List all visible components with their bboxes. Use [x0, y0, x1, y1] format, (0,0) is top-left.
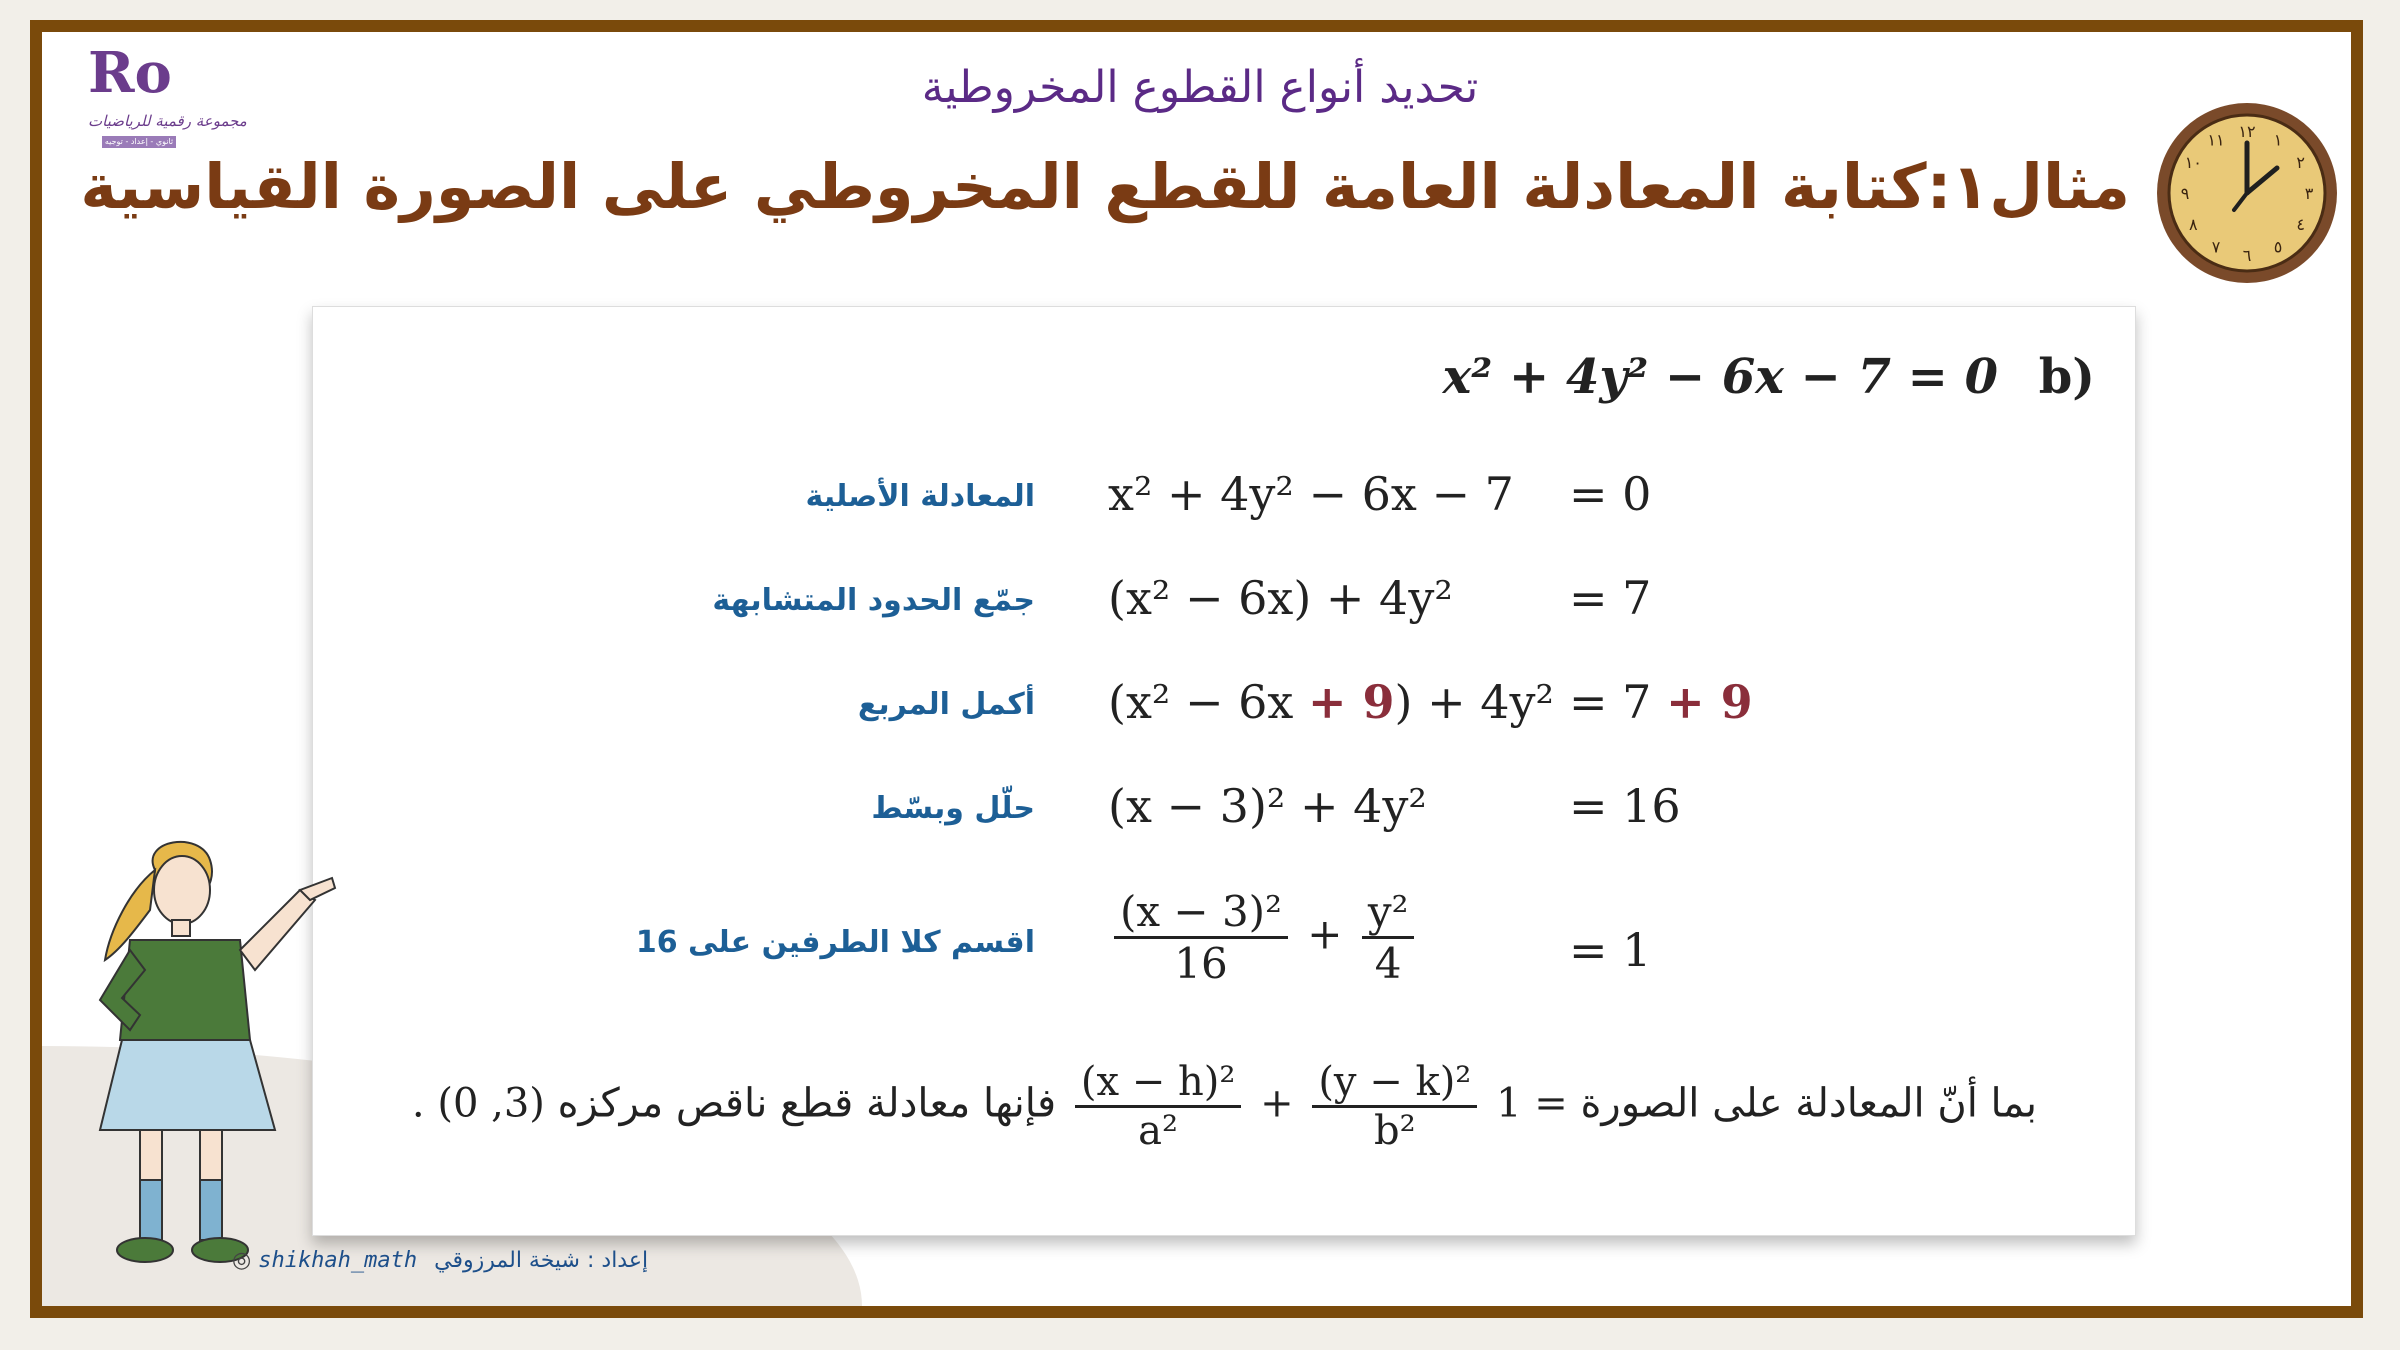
- fraction-denominator: 4: [1374, 939, 1402, 988]
- subtitle: تحديد أنواع القطوع المخروطية: [921, 62, 1479, 113]
- part-marker: b): [2038, 349, 2095, 405]
- clock-numeral: ٤: [2296, 215, 2305, 234]
- lhs-part: (x² − 6x: [1108, 675, 1308, 729]
- step-row: [313, 779, 2135, 849]
- step-label: أكمل المربع: [857, 687, 1035, 722]
- fraction: [1312, 1059, 1477, 1154]
- girl-illustration: [60, 830, 350, 1290]
- clock-numeral: ٥: [2273, 237, 2283, 257]
- fraction-denominator: 16: [1174, 939, 1228, 988]
- credit-handle: shikhah_math: [258, 1248, 418, 1273]
- logo-letters: Ro: [88, 40, 172, 106]
- step-lhs: [1108, 887, 1420, 988]
- plus-sign: +: [1307, 909, 1343, 959]
- problem-equation: [1443, 349, 2095, 405]
- added-term: + 9: [1666, 675, 1753, 729]
- clock-icon: [2152, 98, 2342, 288]
- clock-numeral: ٢: [2296, 153, 2305, 172]
- fraction: [1075, 1059, 1242, 1154]
- fraction-denominator: a²: [1138, 1108, 1179, 1154]
- step-lhs: [1108, 675, 1554, 729]
- step-rhs: = 16: [1569, 779, 1681, 833]
- step-row: [313, 887, 2135, 1007]
- fraction-numerator: y²: [1362, 887, 1415, 939]
- fraction: [1362, 887, 1415, 988]
- conclusion: [412, 1059, 2037, 1154]
- step-row: [313, 467, 2135, 537]
- lhs-part: ) + 4y²: [1394, 675, 1554, 729]
- conclusion-text: بما أنّ المعادلة على الصورة: [1580, 1080, 2037, 1127]
- step-row: [313, 571, 2135, 641]
- plus-sign: +: [1260, 1080, 1294, 1127]
- step-label: المعادلة الأصلية: [805, 479, 1035, 514]
- clock-numeral: ١٢: [2238, 122, 2256, 141]
- logo: [80, 40, 247, 150]
- fraction-numerator: (y − k)²: [1312, 1059, 1477, 1108]
- logo-bar: ثانوي - إعداد - توجيه: [102, 136, 176, 148]
- step-rhs: = 1: [1569, 923, 1652, 977]
- step-label: جمّع الحدود المتشابهة: [712, 583, 1035, 618]
- step-lhs: (x − 3)² + 4y²: [1108, 779, 1427, 833]
- clock-numeral: ٨: [2189, 215, 2198, 234]
- step-lhs: x² + 4y² − 6x − 7: [1108, 467, 1514, 521]
- step-label: اقسم كلا الطرفين على 16: [635, 925, 1035, 960]
- rhs-part: = 7: [1569, 675, 1667, 729]
- added-term: + 9: [1307, 675, 1395, 729]
- logo-text: مجموعة رقمية للرياضيات: [88, 112, 247, 130]
- solution-card: [312, 306, 2136, 1236]
- step-rhs: = 7: [1569, 571, 1652, 625]
- credit-author: إعداد : شيخة المرزوقي: [434, 1248, 649, 1273]
- standard-form: [1069, 1059, 1568, 1154]
- step-row: [313, 675, 2135, 745]
- clock-numeral: ١١: [2207, 130, 2225, 150]
- fraction-denominator: b²: [1374, 1108, 1416, 1154]
- fraction: [1114, 887, 1288, 988]
- fraction-numerator: (x − h)²: [1075, 1059, 1242, 1108]
- instagram-icon: ◎: [232, 1248, 252, 1273]
- page-title: مثال١:كتابة المعادلة العامة للقطع المخروطي على الصورة القياسية: [80, 150, 2130, 223]
- step-label: حلّل وبسّط: [871, 791, 1035, 826]
- equals-one: 1 =: [1496, 1080, 1568, 1127]
- credit: [232, 1248, 648, 1273]
- step-rhs: [1569, 675, 1753, 729]
- clock-numeral: ٣: [2304, 184, 2314, 203]
- clock-numeral: ٧: [2211, 237, 2221, 257]
- conclusion-text: فإنها معادلة قطع ناقص مركزه (3, 0) .: [411, 1080, 1057, 1127]
- step-rhs: = 0: [1569, 467, 1652, 521]
- fraction-numerator: (x − 3)²: [1114, 887, 1288, 939]
- clock-numeral: ٩: [2180, 184, 2190, 203]
- equation-text: x² + 4y² − 6x − 7 = 0: [1442, 349, 1998, 405]
- clock-numeral: ١: [2273, 130, 2283, 150]
- clock-numeral: ١٠: [2184, 153, 2202, 172]
- clock-numeral: ٦: [2242, 246, 2252, 265]
- step-lhs: (x² − 6x) + 4y²: [1108, 571, 1453, 625]
